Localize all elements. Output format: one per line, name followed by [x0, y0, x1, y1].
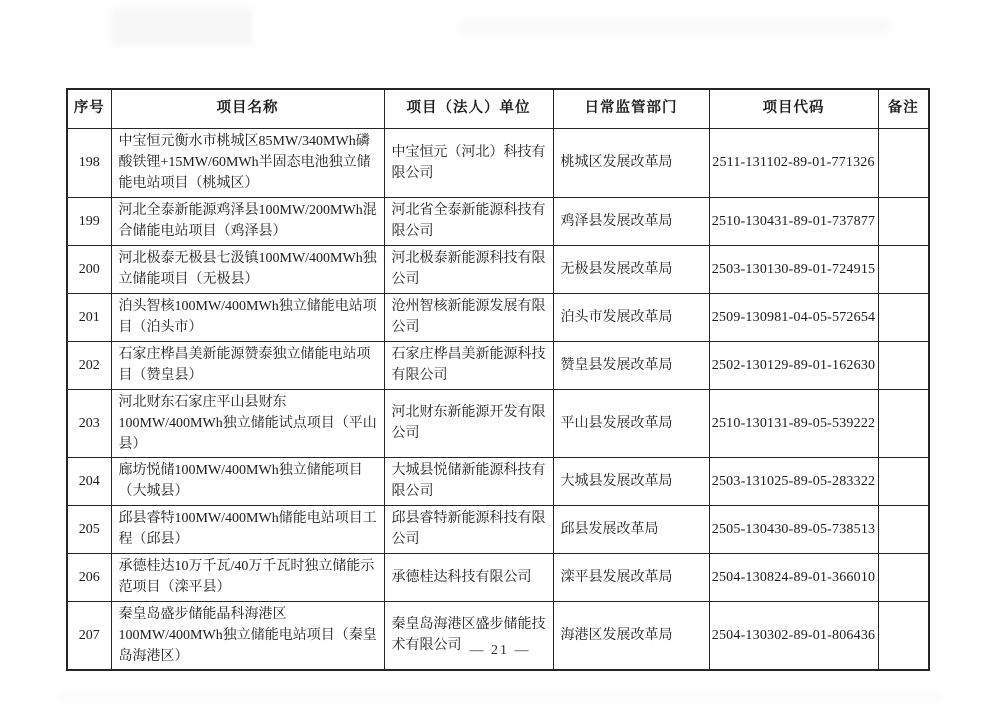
- table-row: [67, 128, 929, 197]
- cell-legal-unit: 河北极泰新能源科技有限公司: [384, 245, 553, 293]
- cell-remarks: [878, 601, 929, 670]
- table-row: [67, 601, 929, 670]
- scan-artifact: [460, 20, 890, 34]
- cell-project-code: 2504-130302-89-01-806436: [709, 601, 878, 670]
- cell-project-code: 2510-130431-89-01-737877: [709, 197, 878, 245]
- cell-serial: 207: [67, 601, 111, 670]
- cell-serial: 199: [67, 197, 111, 245]
- cell-remarks: [878, 245, 929, 293]
- header-remarks: 备注: [878, 89, 929, 128]
- cell-project-code: 2503-130130-89-01-724915: [709, 245, 878, 293]
- table-row: [67, 293, 929, 341]
- cell-serial: 202: [67, 341, 111, 389]
- cell-remarks: [878, 457, 929, 505]
- cell-serial: 198: [67, 128, 111, 197]
- cell-project-code: 2502-130129-89-01-162630: [709, 341, 878, 389]
- cell-supervision-dept: 滦平县发展改革局: [553, 553, 709, 601]
- cell-project-name: 泊头智核100MW/400MWh独立储能电站项目（泊头市）: [111, 293, 384, 341]
- cell-project-name: 石家庄桦昌美新能源赞泰独立储能电站项目（赞皇县）: [111, 341, 384, 389]
- cell-project-code: 2511-131102-89-01-771326: [709, 128, 878, 197]
- cell-remarks: [878, 505, 929, 553]
- cell-supervision-dept: 平山县发展改革局: [553, 389, 709, 457]
- header-project-name: 项目名称: [111, 89, 384, 128]
- cell-serial: 201: [67, 293, 111, 341]
- cell-legal-unit: 河北财东新能源开发有限公司: [384, 389, 553, 457]
- cell-legal-unit: 邱县睿特新能源科技有限公司: [384, 505, 553, 553]
- cell-project-name: 河北极泰无极县七汲镇100MW/400MWh独立储能项目（无极县）: [111, 245, 384, 293]
- cell-supervision-dept: 海港区发展改革局: [553, 601, 709, 670]
- cell-legal-unit: 石家庄桦昌美新能源科技有限公司: [384, 341, 553, 389]
- table-row: [67, 245, 929, 293]
- cell-legal-unit: 承德桂达科技有限公司: [384, 553, 553, 601]
- cell-project-code: 2509-130981-04-05-572654: [709, 293, 878, 341]
- cell-project-name: 承德桂达10万千瓦/40万千瓦时独立储能示范项目（滦平县）: [111, 553, 384, 601]
- cell-remarks: [878, 389, 929, 457]
- cell-remarks: [878, 293, 929, 341]
- cell-project-name: 中宝恒元衡水市桃城区85MW/340MWh磷酸铁锂+15MW/60MWh半固态电池独立储能电站项目（桃城区）: [111, 128, 384, 197]
- cell-legal-unit: 中宝恒元（河北）科技有限公司: [384, 128, 553, 197]
- page-number: — 21 —: [469, 643, 531, 658]
- cell-project-code: 2505-130430-89-05-738513: [709, 505, 878, 553]
- cell-remarks: [878, 341, 929, 389]
- cell-remarks: [878, 197, 929, 245]
- cell-supervision-dept: 鸡泽县发展改革局: [553, 197, 709, 245]
- cell-legal-unit: 河北省全泰新能源科技有限公司: [384, 197, 553, 245]
- cell-supervision-dept: 大城县发展改革局: [553, 457, 709, 505]
- project-table: [66, 88, 930, 671]
- cell-legal-unit: 沧州智核新能源发展有限公司: [384, 293, 553, 341]
- cell-legal-unit: 秦皇岛海港区盛步储能技术有限公司: [384, 601, 553, 670]
- table-row: [67, 457, 929, 505]
- cell-serial: 203: [67, 389, 111, 457]
- scan-artifact: [60, 694, 940, 702]
- cell-project-code: 2510-130131-89-05-539222: [709, 389, 878, 457]
- scan-artifact: [112, 8, 252, 46]
- header-project-code: 项目代码: [709, 89, 878, 128]
- table-row: [67, 505, 929, 553]
- cell-remarks: [878, 128, 929, 197]
- cell-remarks: [878, 553, 929, 601]
- cell-project-code: 2503-131025-89-05-283322: [709, 457, 878, 505]
- cell-project-name: 河北财东石家庄平山县财东100MW/400MWh独立储能试点项目（平山县）: [111, 389, 384, 457]
- header-supervision-dept: 日常监管部门: [553, 89, 709, 128]
- table-row: [67, 341, 929, 389]
- cell-project-name: 廊坊悦储100MW/400MWh独立储能项目（大城县）: [111, 457, 384, 505]
- cell-serial: 204: [67, 457, 111, 505]
- cell-serial: 200: [67, 245, 111, 293]
- header-legal-unit: 项目（法人）单位: [384, 89, 553, 128]
- cell-serial: 206: [67, 553, 111, 601]
- cell-project-name: 河北全泰新能源鸡泽县100MW/200MWh混合储能电站项目（鸡泽县）: [111, 197, 384, 245]
- table-row: [67, 389, 929, 457]
- cell-supervision-dept: 泊头市发展改革局: [553, 293, 709, 341]
- cell-supervision-dept: 无极县发展改革局: [553, 245, 709, 293]
- cell-project-name: 秦皇岛盛步储能晶科海港区100MW/400MWh独立储能电站项目（秦皇岛海港区）: [111, 601, 384, 670]
- table-row: [67, 553, 929, 601]
- table-row: [67, 197, 929, 245]
- cell-supervision-dept: 赞皇县发展改革局: [553, 341, 709, 389]
- cell-supervision-dept: 邱县发展改革局: [553, 505, 709, 553]
- cell-serial: 205: [67, 505, 111, 553]
- header-serial: 序号: [67, 89, 111, 128]
- table-header-row: [67, 89, 929, 128]
- cell-project-code: 2504-130824-89-01-366010: [709, 553, 878, 601]
- cell-project-name: 邱县睿特100MW/400MWh储能电站项目工程（邱县）: [111, 505, 384, 553]
- cell-legal-unit: 大城县悦储新能源科技有限公司: [384, 457, 553, 505]
- cell-supervision-dept: 桃城区发展改革局: [553, 128, 709, 197]
